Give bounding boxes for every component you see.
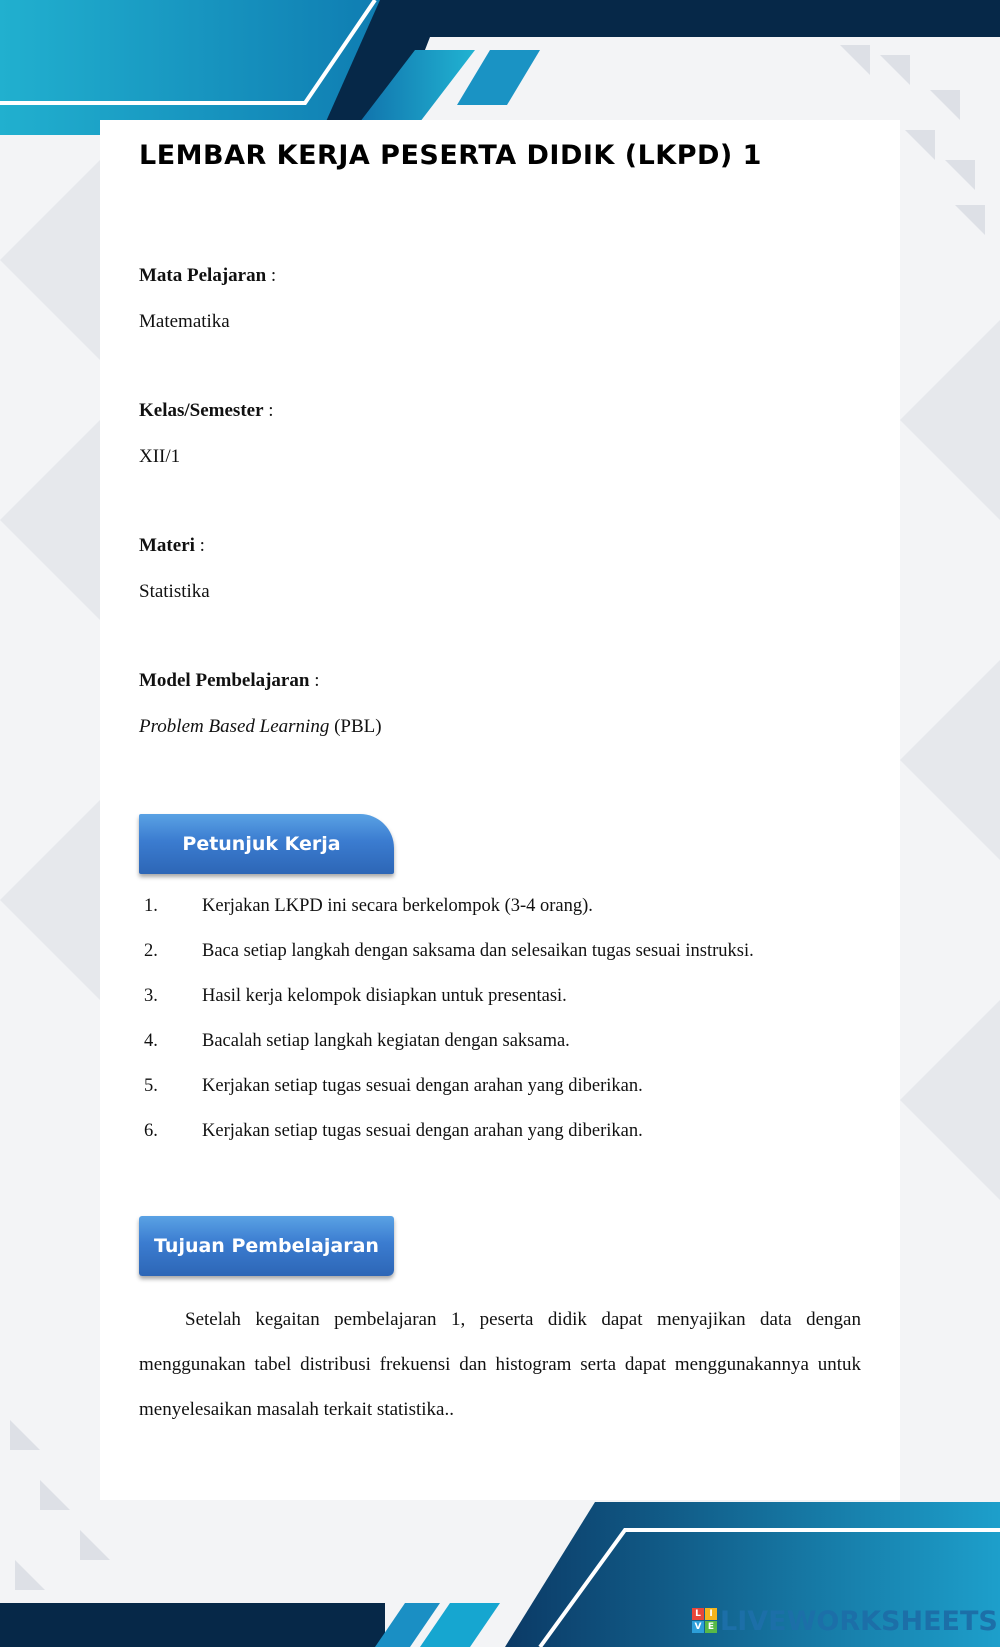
list-item: 1. Kerjakan LKPD ini secara berkelompok (3-4 orang). [144,896,593,916]
logo-letter-l: L [692,1608,704,1620]
field-value-model-pembelajaran: Problem Based Learning (PBL) [139,716,382,737]
petunjuk-kerja-heading: Petunjuk Kerja [139,814,394,874]
list-item: 3. Hasil kerja kelompok disiapkan untuk presentasi. [144,986,567,1006]
page-title: LEMBAR KERJA PESERTA DIDIK (LKPD) 1 [139,140,762,171]
list-item: 5. Kerjakan setiap tugas sesuai dengan arahan yang diberikan. [144,1076,643,1096]
learning-goal-paragraph: Setelah kegaitan pembelajaran 1, peserta didik dapat menyajikan data dengan menggunakan tabel distribusi frekuensi dan histogram serta dapat menggunakannya untuk menyelesaikan masalah terkait statistika.. [139,1309,861,1420]
list-item: 4. Bacalah setiap langkah kegiatan dengan saksama. [144,1031,570,1051]
logo-letter-e: E [705,1621,717,1633]
instruction-list [139,896,879,1166]
logo-letter-v: V [692,1621,704,1633]
liveworksheets-icon [692,1608,718,1634]
tujuan-pembelajaran-heading: Tujuan Pembelajaran [139,1216,394,1276]
field-label-mata-pelajaran: Mata Pelajaran : [139,265,277,286]
field-value-materi: Statistika [139,581,210,602]
liveworksheets-logo[interactable] [692,1604,998,1638]
liveworksheets-wordmark: LIVEWORKSHEETS [720,1605,998,1637]
list-item: 6. Kerjakan setiap tugas sesuai dengan arahan yang diberikan. [144,1121,643,1141]
field-label-materi: Materi : [139,535,205,556]
field-value-mata-pelajaran: Matematika [139,311,230,332]
field-label-kelas-semester: Kelas/Semester : [139,400,274,421]
field-value-kelas-semester: XII/1 [139,446,181,467]
field-label-model-pembelajaran: Model Pembelajaran : [139,670,320,691]
list-item: 2. Baca setiap langkah dengan saksama dan selesaikan tugas sesuai instruksi. [144,941,754,961]
logo-letter-i: I [705,1608,717,1620]
